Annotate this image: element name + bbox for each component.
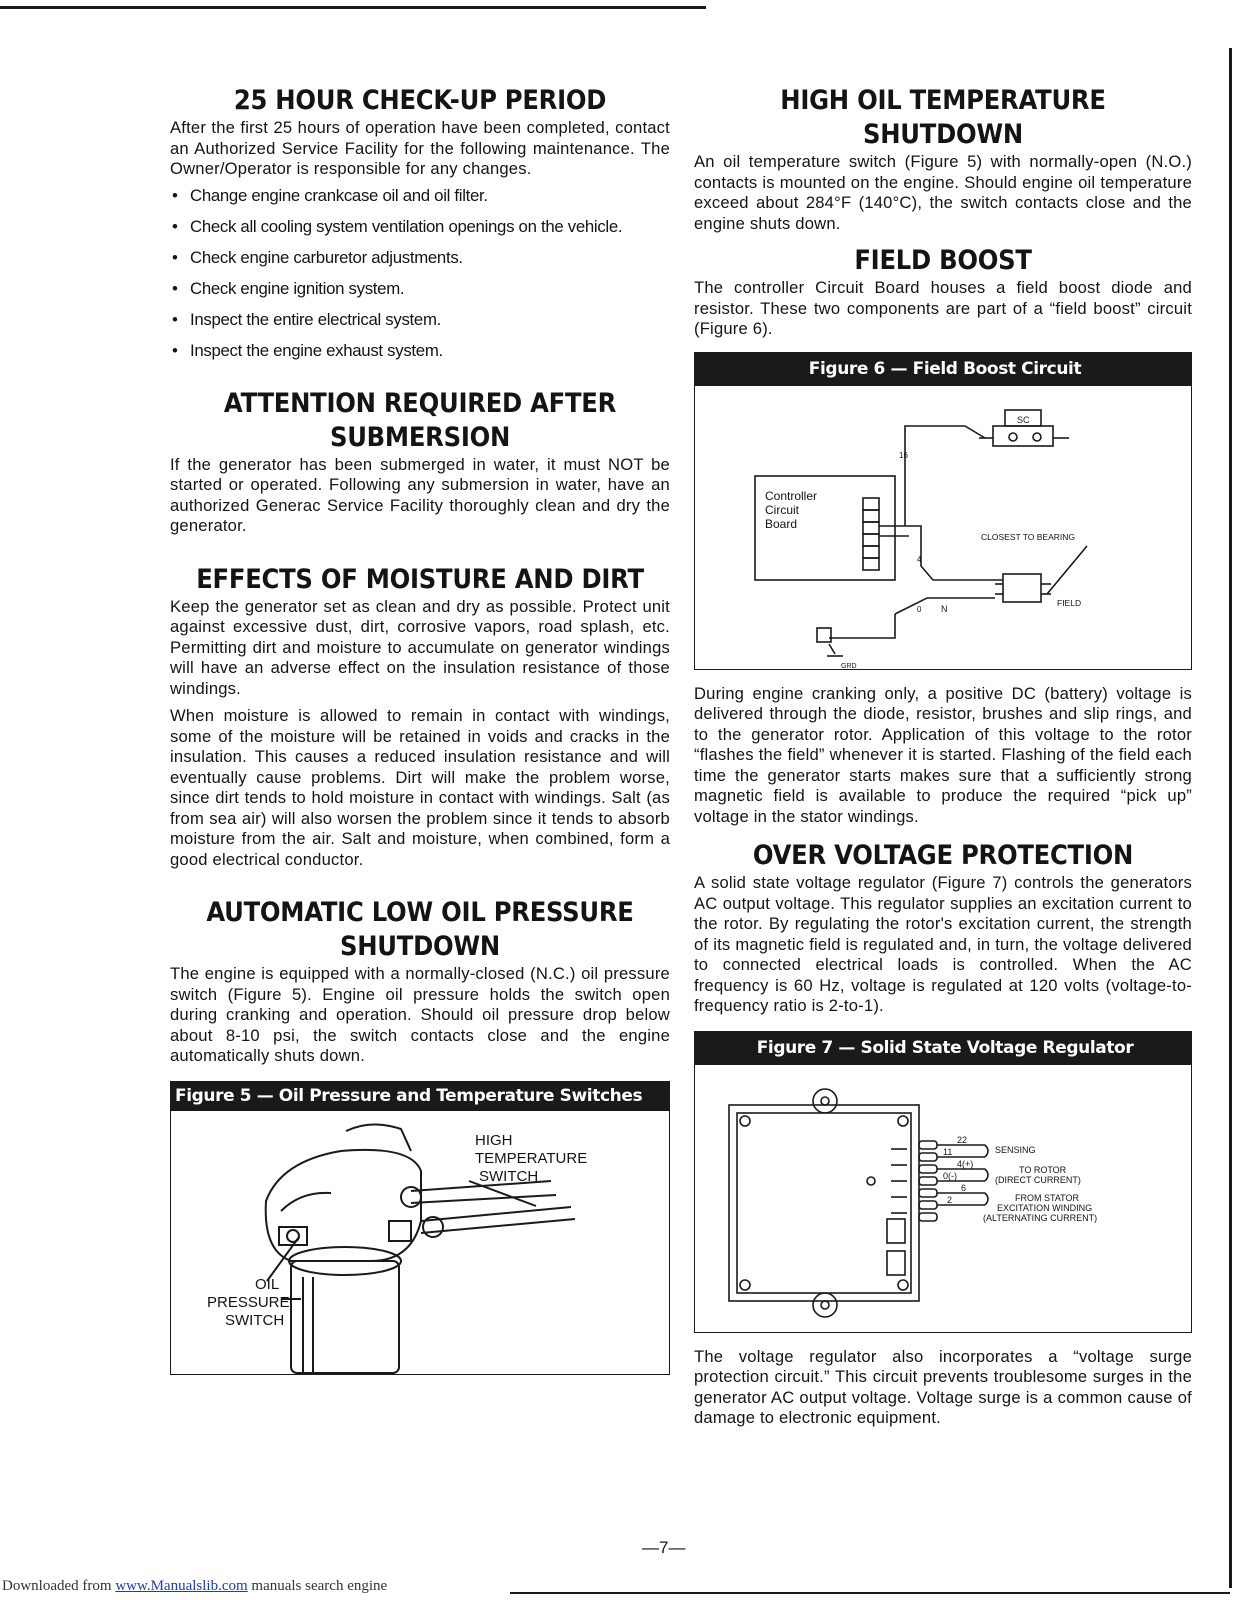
ground-label: GRD bbox=[841, 662, 857, 670]
figure-6 bbox=[694, 352, 1192, 670]
bullet-icon: • bbox=[172, 216, 178, 236]
low-oil-section bbox=[170, 896, 670, 1067]
cranking-section bbox=[694, 684, 1192, 828]
moisture-section bbox=[170, 563, 670, 871]
surge-body: The voltage regulator also incorporates a “voltage surge protection circuit.” This circuit prevents troublesome surges in the generator AC output voltage. Voltage surge is a common cause of damage to electronic equipment. bbox=[694, 1346, 1192, 1427]
cranking-body: During engine cranking only, a positive DC (battery) voltage is delivered through the diode, resistor, brushes and slip rings, and to the generator rotor. Application of this voltage to the rotor “flashes the field” whenever it is started. Flashing of the field each time the generator starts makes sure that a sufficiently strong magnetic field is available to produce the required “pick up” voltage in the stator windings. bbox=[694, 683, 1192, 826]
figure-7-title: Figure 7 — Solid State Voltage Regulator bbox=[695, 1032, 1191, 1065]
field-boost-section bbox=[694, 244, 1192, 340]
voltage-regulator-diagram bbox=[695, 1065, 1189, 1329]
high-temp-label-3: SWITCH bbox=[479, 1167, 539, 1185]
list-item: • Check engine ignition system. bbox=[172, 278, 405, 298]
submersion-heading-line2: SUBMERSION bbox=[329, 421, 511, 453]
closest-label: CLOSEST TO BEARING bbox=[981, 531, 1076, 542]
over-voltage-body: A solid state voltage regulator (Figure 7) controls the generators AC output voltage. This regulator supplies an excitation current to the rotor. By regulating the rotor's excitation current, the strength of its magnetic field is regulated and, in turn, the voltage delivered to connected electrical loads is controlled. When the AC frequency is 60 Hz, voltage is regulated at 120 volts (voltage-to-frequency ratio is 2-to-1). bbox=[694, 873, 1192, 1015]
field-boost-body: The controller Circuit Board houses a field boost diode and resistor. These two components are part of a “field boost” circuit (Figure 6). bbox=[694, 278, 1192, 338]
list-item: • Check engine carburetor adjustments. bbox=[172, 247, 463, 267]
right-column bbox=[694, 84, 1192, 1429]
submersion-body: If the generator has been submerged in water, it must NOT be started or operated. Following any submersion in water, have an authorized Generac Service Facility thoroughly clean and dry the generator. bbox=[170, 454, 670, 535]
from-stator-label-2: EXCITATION WINDING bbox=[997, 1202, 1093, 1213]
high-oil-heading-line1: HIGH OIL TEMPERATURE bbox=[780, 85, 1106, 116]
figure-5 bbox=[170, 1081, 670, 1375]
wire-0-label: 0 bbox=[917, 604, 922, 614]
checkup-intro: After the first 25 hours of operation have been completed, contact an Authorized Service Facility for the following maintenance. The Owner/Operator is responsible for any changes. bbox=[170, 118, 670, 178]
bullet-icon: • bbox=[172, 309, 178, 329]
from-stator-label-1: FROM STATOR bbox=[1015, 1192, 1079, 1203]
board-label-3: Board bbox=[765, 516, 798, 531]
top-rule bbox=[0, 6, 706, 9]
moisture-heading: EFFECTS OF MOISTURE AND DIRT bbox=[196, 563, 644, 595]
figure-6-title: Figure 6 — Field Boost Circuit bbox=[695, 353, 1191, 386]
high-oil-section bbox=[694, 84, 1192, 234]
wire-0-label: 0(-) bbox=[943, 1170, 957, 1181]
sc-label: SC bbox=[1017, 414, 1030, 425]
checkup-section bbox=[170, 84, 670, 361]
footer-prefix: Downloaded from bbox=[2, 1578, 116, 1594]
bullet-icon: • bbox=[172, 278, 178, 298]
field-boost-circuit-diagram bbox=[695, 386, 1189, 670]
surge-section bbox=[694, 1347, 1192, 1429]
figure-7 bbox=[694, 1031, 1192, 1333]
moisture-para1: Keep the generator set as clean and dry as possible. Protect unit against excessive dust, dirt, corrosive vapors, road splash, etc. Permitting dirt and moisture to accumulate on generator windings will have an adverse effect on the insulation resistance of those windings. bbox=[170, 596, 670, 698]
oil-pressure-label-3: SWITCH bbox=[225, 1311, 285, 1329]
n-label: N bbox=[941, 603, 948, 614]
moisture-para2: When moisture is allowed to remain in contact with windings, some of the moisture will be retained in voids and cracks in the insulation. This causes a reduced insulation resistance and will eventually cause problems. Dirt will make the problem worse, since dirt tends to hold moisture in contact with windings. Salt (as from sea air) will also worsen the problem since it tends to absorb moisture from the air. Salt and moisture, when combined, form a good electrical conductor. bbox=[170, 706, 670, 869]
sensing-label: SENSING bbox=[995, 1144, 1036, 1155]
bottom-rule bbox=[510, 1592, 1230, 1594]
wire-22-label: 22 bbox=[957, 1134, 968, 1145]
list-item: • Change engine crankcase oil and oil filter. bbox=[172, 185, 488, 205]
field-label: FIELD bbox=[1057, 597, 1082, 608]
footer-suffix: manuals search engine bbox=[247, 1578, 388, 1594]
board-label-2: Circuit bbox=[765, 502, 800, 517]
wire-11-label: 11 bbox=[943, 1146, 953, 1157]
oil-switches-illustration bbox=[171, 1111, 667, 1373]
bullet-icon: • bbox=[172, 185, 178, 205]
page-number: —7— bbox=[642, 1538, 686, 1557]
field-boost-heading: FIELD BOOST bbox=[854, 245, 1032, 276]
checkup-heading: 25 HOUR CHECK-UP PERIOD bbox=[233, 85, 607, 116]
to-rotor-label-2: (DIRECT CURRENT) bbox=[995, 1174, 1081, 1185]
wire-4-label: 4 bbox=[917, 554, 922, 564]
low-oil-heading-line2: SHUTDOWN bbox=[340, 931, 500, 962]
high-oil-heading-line2: SHUTDOWN bbox=[863, 119, 1023, 150]
list-item: • Check all cooling system ventilation openings on the vehicle. bbox=[172, 216, 623, 236]
to-rotor-label-1: TO ROTOR bbox=[1019, 1164, 1067, 1175]
list-item: • Inspect the entire electrical system. bbox=[172, 309, 441, 329]
wire-4-label: 4(+) bbox=[957, 1158, 974, 1169]
left-column bbox=[170, 84, 670, 1375]
board-label-1: Controller bbox=[765, 488, 818, 503]
over-voltage-section bbox=[694, 839, 1192, 1017]
high-temp-label-2: TEMPERATURE bbox=[475, 1149, 588, 1167]
oil-pressure-label-2: PRESSURE bbox=[207, 1293, 290, 1311]
bullet-icon: • bbox=[172, 340, 178, 360]
oil-pressure-label-1: OIL bbox=[255, 1275, 280, 1293]
submersion-section bbox=[170, 387, 670, 537]
submersion-heading-line1: ATTENTION REQUIRED AFTER bbox=[223, 387, 617, 419]
wire-6-label: 6 bbox=[961, 1182, 967, 1193]
checkup-list bbox=[170, 186, 670, 361]
download-footer bbox=[2, 1578, 387, 1595]
manualslib-link[interactable]: www.Manualslib.com bbox=[115, 1578, 248, 1594]
low-oil-body: The engine is equipped with a normally-closed (N.C.) oil pressure switch (Figure 5). Engine oil pressure holds the switch open during cranking and operation. Should oil pressure drop below about 8-10 psi, the switch contacts close and the engine automatically shuts down. bbox=[170, 964, 670, 1065]
list-item: • Inspect the engine exhaust system. bbox=[172, 340, 443, 360]
figure-5-title: Figure 5 — Oil Pressure and Temperature Switches bbox=[171, 1082, 669, 1111]
wire-2-label: 2 bbox=[947, 1194, 953, 1205]
high-oil-body: An oil temperature switch (Figure 5) with normally-open (N.O.) contacts is mounted on the engine. Should engine oil temperature exceed about 284°F (140°C), the switch contacts close and the engine shuts down. bbox=[694, 152, 1192, 233]
over-voltage-heading: OVER VOLTAGE PROTECTION bbox=[752, 840, 1134, 871]
low-oil-heading-line1: AUTOMATIC LOW OIL PRESSURE bbox=[206, 897, 634, 928]
wire-16-label: 16 bbox=[899, 450, 908, 460]
right-edge-rule bbox=[1229, 48, 1232, 1588]
bullet-icon: • bbox=[172, 247, 178, 267]
high-temp-label-1: HIGH bbox=[475, 1131, 513, 1149]
from-stator-label-3: (ALTERNATING CURRENT) bbox=[983, 1212, 1098, 1223]
